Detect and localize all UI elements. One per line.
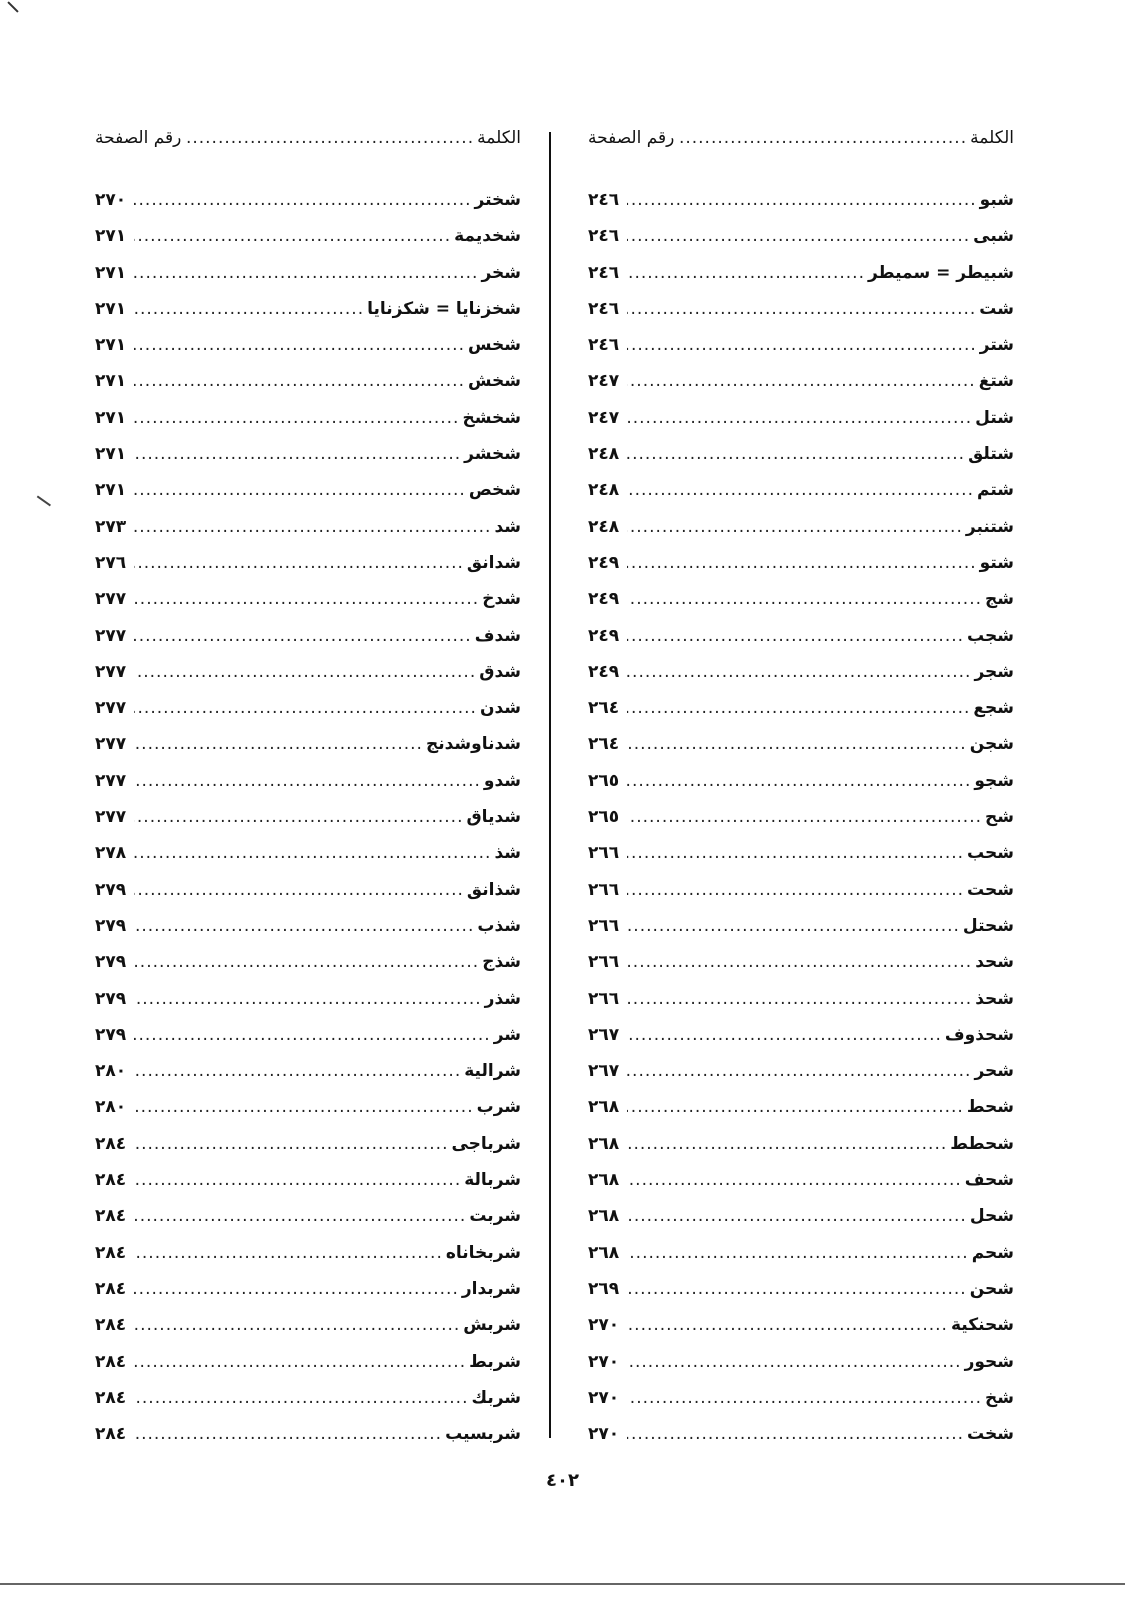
entry-page-number: ٢٤٨ xyxy=(588,480,620,501)
entry-page-number: ٢٦٤ xyxy=(588,734,620,755)
index-entry xyxy=(588,989,1014,1025)
leader-dots xyxy=(627,408,972,428)
entry-word: شحت xyxy=(967,879,1014,900)
entry-page-number: ٢٧٧ xyxy=(95,589,127,610)
bottom-rule xyxy=(0,1583,1125,1585)
entry-word: شحف xyxy=(964,1170,1014,1191)
entry-word: شحل xyxy=(969,1206,1014,1227)
leader-dots xyxy=(627,1315,948,1335)
entry-word: شربط xyxy=(469,1351,521,1372)
index-entry xyxy=(588,299,1014,335)
entry-page-number: ٢٦٩ xyxy=(588,1278,620,1299)
entry-page-number: ٢٧٠ xyxy=(588,1351,620,1372)
entry-list xyxy=(588,190,1014,1460)
entry-word: شربش xyxy=(463,1315,521,1336)
entry-word: شرب xyxy=(476,1097,521,1118)
entry-word: شدناوشدنج xyxy=(425,734,521,755)
index-entry xyxy=(95,517,521,553)
entry-page-number: ٢٧٩ xyxy=(95,879,127,900)
entry-word: شخديمة xyxy=(454,226,521,247)
entry-word: شخشر xyxy=(464,444,521,465)
entry-page-number: ٢٨٠ xyxy=(95,1061,127,1082)
index-entry xyxy=(588,880,1014,916)
leader-dots xyxy=(627,1206,967,1226)
column-header xyxy=(95,128,521,158)
entry-word: شحذوف xyxy=(944,1024,1014,1045)
entry-word: شرالية xyxy=(464,1061,521,1082)
entry-page-number: ٢٦٥ xyxy=(588,807,620,828)
leader-dots xyxy=(627,190,977,210)
entry-word: شحم xyxy=(971,1242,1014,1263)
leader-dots xyxy=(134,880,464,900)
index-entry xyxy=(95,408,521,444)
entry-page-number: ٢٨٤ xyxy=(95,1133,127,1154)
entry-word: شدانق xyxy=(466,552,521,573)
leader-dots xyxy=(627,807,982,827)
index-entry xyxy=(588,698,1014,734)
leader-dots xyxy=(627,662,971,682)
leader-dots xyxy=(134,1134,448,1154)
entry-page-number: ٢٨٤ xyxy=(95,1424,127,1445)
entry-word: شتر xyxy=(979,335,1014,356)
entry-page-number: ٢٤٨ xyxy=(588,516,620,537)
entry-page-number: ٢٦٨ xyxy=(588,1242,620,1263)
entry-word: شدق xyxy=(479,661,521,682)
entry-page-number: ٢٧٧ xyxy=(95,807,127,828)
entry-word: شخر xyxy=(481,262,521,283)
entry-page-number: ٢٨٤ xyxy=(95,1206,127,1227)
leader-dots xyxy=(627,1352,962,1372)
index-entry xyxy=(588,408,1014,444)
entry-page-number: ٢٧١ xyxy=(95,298,127,319)
entry-word: شجو xyxy=(974,770,1014,791)
index-entry xyxy=(588,626,1014,662)
leader-dots xyxy=(134,1352,466,1372)
entry-page-number: ٢٤٨ xyxy=(588,444,620,465)
index-entry xyxy=(95,1025,521,1061)
entry-page-number: ٢٨٤ xyxy=(95,1315,127,1336)
entry-word: شتل xyxy=(975,407,1014,428)
entry-page-number: ٢٧٠ xyxy=(588,1315,620,1336)
leader-dots xyxy=(134,589,479,609)
entry-word: شدياق xyxy=(466,807,521,828)
entry-page-number: ٢٧١ xyxy=(95,335,127,356)
index-entry xyxy=(588,807,1014,843)
entry-page-number: ٢٨٤ xyxy=(95,1242,127,1263)
entry-page-number: ٢٨٠ xyxy=(95,1097,127,1118)
leader-dots xyxy=(677,128,967,148)
entry-word: شدخ xyxy=(482,589,521,610)
entry-word: شح xyxy=(985,807,1014,828)
leader-dots xyxy=(627,335,977,355)
leader-dots xyxy=(134,1315,460,1335)
leader-dots xyxy=(627,1134,947,1154)
leader-dots xyxy=(134,1243,443,1263)
index-entry xyxy=(588,734,1014,770)
entry-page-number: ٢٧٧ xyxy=(95,698,127,719)
index-entry xyxy=(588,1388,1014,1424)
entry-page-number: ٢٧٧ xyxy=(95,625,127,646)
index-entry xyxy=(588,1206,1014,1242)
index-entry xyxy=(95,1097,521,1133)
entry-word: شجن xyxy=(969,734,1014,755)
entry-page-number: ٢٤٦ xyxy=(588,335,620,356)
index-entry xyxy=(95,263,521,299)
entry-word: شذانق xyxy=(466,879,521,900)
entry-word: شحور xyxy=(964,1351,1014,1372)
index-entry xyxy=(95,1352,521,1388)
entry-page-number: ٢٦٦ xyxy=(588,952,620,973)
index-entry xyxy=(95,1134,521,1170)
index-column-right xyxy=(588,128,1014,1460)
leader-dots xyxy=(134,1424,442,1444)
leader-dots xyxy=(184,128,474,148)
index-entry xyxy=(588,1134,1014,1170)
index-entry xyxy=(588,1025,1014,1061)
entry-word: شخس xyxy=(467,335,521,356)
index-entry xyxy=(588,771,1014,807)
entry-page-number: ٢٦٦ xyxy=(588,879,620,900)
leader-dots xyxy=(627,734,967,754)
entry-word: شخشخ xyxy=(462,407,521,428)
entry-page-number: ٢٨٤ xyxy=(95,1278,127,1299)
entry-page-number: ٢٤٦ xyxy=(588,190,620,210)
entry-word: شحن xyxy=(969,1278,1014,1299)
entry-page-number: ٢٦٨ xyxy=(588,1206,620,1227)
entry-word: شحر xyxy=(974,1061,1014,1082)
entry-page-number: ٢٦٦ xyxy=(588,843,620,864)
leader-dots xyxy=(627,1025,942,1045)
leader-dots xyxy=(134,335,465,355)
index-entry xyxy=(95,299,521,335)
index-entry xyxy=(588,1352,1014,1388)
leader-dots xyxy=(134,626,472,646)
entry-word: شحط xyxy=(966,1097,1014,1118)
scan-mark xyxy=(7,1,18,12)
leader-dots xyxy=(627,1424,964,1444)
entry-word: شبو xyxy=(979,190,1014,210)
entry-list xyxy=(95,190,521,1460)
entry-page-number: ٢٨٤ xyxy=(95,1351,127,1372)
column-divider xyxy=(549,132,551,1438)
leader-dots xyxy=(134,517,491,537)
index-entry xyxy=(95,480,521,516)
leader-dots xyxy=(627,1279,967,1299)
entry-word: شتنبر xyxy=(965,516,1014,537)
index-entry xyxy=(95,734,521,770)
index-entry xyxy=(588,444,1014,480)
entry-page-number: ٢٧٠ xyxy=(588,1424,620,1445)
entry-word: شحب xyxy=(967,843,1014,864)
entry-page-number: ٢٨٤ xyxy=(95,1387,127,1408)
leader-dots xyxy=(627,880,964,900)
entry-word: شرباجى xyxy=(451,1133,521,1154)
word-header: الكلمة xyxy=(477,128,521,148)
leader-dots xyxy=(627,952,972,972)
index-entry xyxy=(95,589,521,625)
leader-dots xyxy=(627,989,972,1009)
entry-word: شحذ xyxy=(975,988,1014,1009)
entry-page-number: ٢٧٩ xyxy=(95,1024,127,1045)
leader-dots xyxy=(627,771,971,791)
entry-word: شربخاناه xyxy=(445,1242,521,1263)
entry-page-number: ٢٧٠ xyxy=(588,1387,620,1408)
leader-dots xyxy=(627,1170,962,1190)
entry-word: شدن xyxy=(479,698,521,719)
entry-word: شخ xyxy=(985,1387,1014,1408)
leader-dots xyxy=(134,843,491,863)
index-entry xyxy=(95,626,521,662)
entry-word: شت xyxy=(979,298,1014,319)
leader-dots xyxy=(134,190,472,210)
leader-dots xyxy=(134,226,451,246)
entry-word: شذب xyxy=(477,915,521,936)
index-entry xyxy=(588,589,1014,625)
leader-dots xyxy=(134,299,364,319)
index-entry xyxy=(588,517,1014,553)
leader-dots xyxy=(134,1061,461,1081)
leader-dots xyxy=(134,734,423,754)
entry-word: شبيطر = سميطر xyxy=(867,262,1014,283)
entry-word: شحطط xyxy=(950,1133,1014,1154)
entry-page-number: ٢٤٦ xyxy=(588,226,620,247)
index-entry xyxy=(588,371,1014,407)
entry-word: شحد xyxy=(975,952,1014,973)
index-entry xyxy=(588,553,1014,589)
entry-word: شحتل xyxy=(962,915,1014,936)
leader-dots xyxy=(134,952,479,972)
index-entry xyxy=(588,480,1014,516)
entry-word: شذ xyxy=(494,843,521,864)
index-entry xyxy=(588,190,1014,226)
entry-word: شر xyxy=(493,1024,521,1045)
entry-page-number: ٢٦٥ xyxy=(588,770,620,791)
entry-page-number: ٢٤٧ xyxy=(588,371,620,392)
leader-dots xyxy=(134,1206,466,1226)
leader-dots xyxy=(627,553,977,573)
index-entry xyxy=(95,1061,521,1097)
entry-page-number: ٢٦٨ xyxy=(588,1170,620,1191)
entry-word: شربسيب xyxy=(445,1424,521,1445)
index-entry xyxy=(95,880,521,916)
index-entry xyxy=(95,1424,521,1460)
entry-page-number: ٢٧٦ xyxy=(95,552,127,573)
entry-page-number: ٢٧٧ xyxy=(95,734,127,755)
entry-word: شتو xyxy=(979,552,1014,573)
leader-dots xyxy=(134,553,464,573)
entry-page-number: ٢٧٩ xyxy=(95,988,127,1009)
index-entry xyxy=(95,444,521,480)
entry-word: شدو xyxy=(483,770,521,791)
leader-dots xyxy=(134,1279,459,1299)
leader-dots xyxy=(627,843,964,863)
leader-dots xyxy=(627,517,963,537)
word-header: الكلمة xyxy=(970,128,1014,148)
entry-word: شد xyxy=(494,516,521,537)
entry-page-number: ٢٤٩ xyxy=(588,552,620,573)
index-entry xyxy=(95,553,521,589)
entry-page-number: ٢٧١ xyxy=(95,226,127,247)
entry-page-number: ٢٤٧ xyxy=(588,407,620,428)
leader-dots xyxy=(627,589,982,609)
leader-dots xyxy=(627,1061,971,1081)
entry-page-number: ٢٦٨ xyxy=(588,1133,620,1154)
entry-word: شختر xyxy=(474,190,521,210)
index-entry xyxy=(95,1206,521,1242)
leader-dots xyxy=(134,989,482,1009)
index-entry xyxy=(588,263,1014,299)
entry-word: شبى xyxy=(973,226,1014,247)
index-entry xyxy=(95,1279,521,1315)
index-entry xyxy=(588,1170,1014,1206)
index-entry xyxy=(588,226,1014,262)
entry-page-number: ٢٧٨ xyxy=(95,843,127,864)
leader-dots xyxy=(627,1097,964,1117)
leader-dots xyxy=(627,226,970,246)
entry-page-number: ٢٦٦ xyxy=(588,915,620,936)
index-entry xyxy=(95,335,521,371)
index-entry xyxy=(588,952,1014,988)
page-header: رقم الصفحة xyxy=(95,128,182,148)
entry-page-number: ٢٤٦ xyxy=(588,298,620,319)
leader-dots xyxy=(627,698,970,718)
leader-dots xyxy=(627,916,960,936)
entry-page-number: ٢٧١ xyxy=(95,371,127,392)
entry-word: شحنكية xyxy=(950,1315,1014,1336)
index-entry xyxy=(95,226,521,262)
leader-dots xyxy=(134,1388,468,1408)
entry-word: شربك xyxy=(471,1387,521,1408)
page-number: ٤٠٢ xyxy=(546,1470,579,1491)
index-entry xyxy=(588,1243,1014,1279)
entry-page-number: ٢٧١ xyxy=(95,407,127,428)
index-entry xyxy=(95,190,521,226)
entry-word: شربت xyxy=(469,1206,521,1227)
index-entry xyxy=(95,1243,521,1279)
entry-page-number: ٢٤٩ xyxy=(588,661,620,682)
entry-page-number: ٢٧١ xyxy=(95,480,127,501)
index-entry xyxy=(588,1315,1014,1351)
index-entry xyxy=(588,662,1014,698)
leader-dots xyxy=(134,807,463,827)
entry-word: شخص xyxy=(468,480,521,501)
leader-dots xyxy=(134,444,461,464)
index-entry xyxy=(588,1097,1014,1133)
entry-word: شخت xyxy=(967,1424,1014,1445)
leader-dots xyxy=(134,480,466,500)
index-column-left xyxy=(95,128,521,1460)
leader-dots xyxy=(134,771,481,791)
index-entry xyxy=(95,916,521,952)
entry-page-number: ٢٧٧ xyxy=(95,661,127,682)
entry-page-number: ٢٤٦ xyxy=(588,262,620,283)
index-entry xyxy=(95,1170,521,1206)
index-entry xyxy=(588,843,1014,879)
entry-page-number: ٢٧٣ xyxy=(95,516,127,537)
page-header: رقم الصفحة xyxy=(588,128,675,148)
index-entry xyxy=(588,335,1014,371)
index-entry xyxy=(95,989,521,1025)
leader-dots xyxy=(627,371,976,391)
entry-page-number: ٢٨٤ xyxy=(95,1170,127,1191)
leader-dots xyxy=(627,1388,982,1408)
index-entry xyxy=(95,1315,521,1351)
index-entry xyxy=(588,1061,1014,1097)
index-entry xyxy=(95,1388,521,1424)
entry-word: شذر xyxy=(484,988,521,1009)
leader-dots xyxy=(627,299,976,319)
index-entry xyxy=(95,771,521,807)
entry-word: شخش xyxy=(467,371,521,392)
leader-dots xyxy=(134,263,478,283)
leader-dots xyxy=(134,408,459,428)
index-entry xyxy=(95,371,521,407)
entry-page-number: ٢٧٩ xyxy=(95,915,127,936)
entry-word: شربدار xyxy=(461,1278,521,1299)
index-entry xyxy=(588,916,1014,952)
entry-page-number: ٢٦٦ xyxy=(588,988,620,1009)
entry-word: شدف xyxy=(474,625,521,646)
leader-dots xyxy=(134,1097,474,1117)
entry-page-number: ٢٧٩ xyxy=(95,952,127,973)
leader-dots xyxy=(627,480,974,500)
entry-page-number: ٢٦٨ xyxy=(588,1097,620,1118)
entry-word: شجر xyxy=(974,661,1014,682)
leader-dots xyxy=(134,916,474,936)
entry-page-number: ٢٧١ xyxy=(95,262,127,283)
leader-dots xyxy=(627,444,965,464)
index-entry xyxy=(95,843,521,879)
index-entry xyxy=(95,662,521,698)
index-entry xyxy=(588,1424,1014,1460)
leader-dots xyxy=(134,662,476,682)
leader-dots xyxy=(134,698,477,718)
entry-word: شجع xyxy=(973,698,1014,719)
scan-mark xyxy=(37,496,51,506)
index-entry xyxy=(588,1279,1014,1315)
column-header xyxy=(588,128,1014,158)
entry-word: شذج xyxy=(482,952,521,973)
entry-word: شربالة xyxy=(464,1170,521,1191)
entry-page-number: ٢٧٠ xyxy=(95,190,127,210)
entry-page-number: ٢٦٧ xyxy=(588,1061,620,1082)
entry-word: شجب xyxy=(967,625,1014,646)
leader-dots xyxy=(134,1025,491,1045)
index-entry xyxy=(95,698,521,734)
leader-dots xyxy=(627,263,865,283)
leader-dots xyxy=(134,371,465,391)
entry-page-number: ٢٤٩ xyxy=(588,625,620,646)
leader-dots xyxy=(627,626,964,646)
entry-page-number: ٢٦٧ xyxy=(588,1024,620,1045)
leader-dots xyxy=(627,1243,969,1263)
entry-page-number: ٢٧١ xyxy=(95,444,127,465)
entry-page-number: ٢٤٩ xyxy=(588,589,620,610)
entry-word: شج xyxy=(985,589,1014,610)
index-entry xyxy=(95,952,521,988)
entry-word: شتغ xyxy=(978,371,1014,392)
leader-dots xyxy=(134,1170,461,1190)
entry-word: شخزنايا = شكزنايا xyxy=(367,298,521,319)
entry-page-number: ٢٧٧ xyxy=(95,770,127,791)
entry-page-number: ٢٦٤ xyxy=(588,698,620,719)
index-entry xyxy=(95,807,521,843)
entry-word: شتم xyxy=(977,480,1014,501)
entry-word: شتلق xyxy=(968,444,1014,465)
